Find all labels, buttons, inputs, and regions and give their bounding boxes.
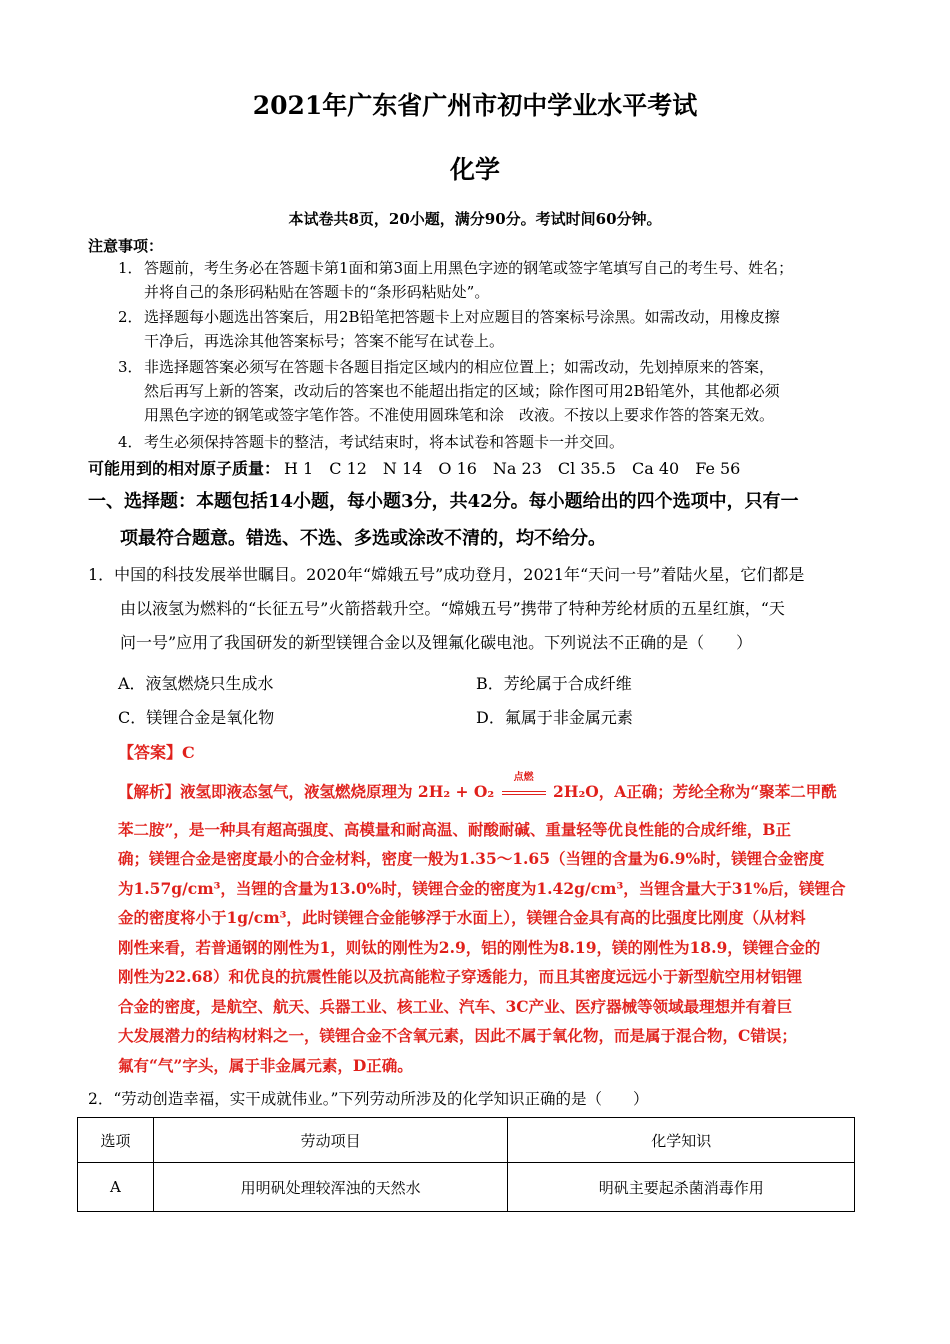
option-d: D．氟属于非金属元素 <box>476 708 633 727</box>
note-item-4 <box>118 430 868 454</box>
question-2-stem: 2．“劳动创造幸福，实干成就伟业。”下列劳动所涉及的化学知识正确的是（ ） <box>88 1090 649 1108</box>
analysis-line: 刚性来看，若普通钢的刚性为1，则钛的刚性为2.9，铝的刚性为8.19，镁的刚性为18.9，镁锂合金的 <box>118 937 821 957</box>
option-a: A．液氢燃烧只生成水 <box>118 674 274 693</box>
analysis-line: 合金的密度，是航空、航天、兵器工业、核工业、汽车、3C产业、医疗器械等领域最理想并有着巨 <box>118 996 793 1016</box>
option-b: B．芳纶属于合成纤维 <box>476 674 632 693</box>
atomic-masses-label: 可能用到的相对原子质量： <box>88 459 281 478</box>
question-line: 由以液氢为燃料的“长征五号”火箭搭载升空。“嫦娥五号”携带了特种芳纶材质的五星红旗，“天 <box>120 599 785 618</box>
table-cell: 明矾主要起杀菌消毒作用 <box>508 1163 855 1212</box>
note-item-3 <box>118 355 868 427</box>
reaction-arrow <box>500 772 548 807</box>
exam-info: 本试卷共8页，20小题，满分90分。考试时间60分钟。 <box>288 210 662 228</box>
analysis-line: 氟有“气”字头，属于非金属元素，D正确。 <box>118 1055 413 1075</box>
equation-product: 2H₂O <box>553 782 599 801</box>
options-table <box>77 1117 855 1212</box>
note-line: 选择题每小题选出答案后，用2B铅笔把答题卡上对应题目的答案标号涂黑。如需改动，用橡皮擦 <box>144 308 780 326</box>
note-line: 用黑色字迹的钢笔或签字笔作答。不准使用圆珠笔和涂 改液。不按以上要求作答的答案无效。 <box>144 406 775 424</box>
note-item-2 <box>118 305 868 353</box>
answer-label: 【答案】C <box>118 743 195 762</box>
note-line: 答题前，考生务必在答题卡第1面和第3面上用黑色字迹的钢笔或签字笔填写自己的考生号、姓名； <box>144 259 794 277</box>
question-line: 1．中国的科技发展举世瞩目。2020年“嫦娥五号”成功登月，2021年“天问一号”着陆火星，它们都是 <box>88 565 805 584</box>
notes-heading: 注意事项： <box>88 237 164 255</box>
table-header-cell: 劳动项目 <box>153 1118 508 1163</box>
note-line: 干净后，再选涂其他答案标号；答案不能写在试卷上。 <box>144 332 505 350</box>
analysis-tail: ，A正确；芳纶全称为“聚苯二甲酰 <box>598 782 837 801</box>
table-row <box>78 1163 855 1212</box>
question-1-stem <box>88 558 868 660</box>
note-number: 3． <box>118 358 143 376</box>
analysis-line: 为1.57g/cm³，当锂的含量为13.0%时，镁锂合金的密度为1.42g/cm³，当锂含量大于31%后，镁锂合 <box>118 878 846 898</box>
analysis-block <box>118 772 863 1080</box>
equation-reactants: 2H₂ + O₂ <box>417 782 495 801</box>
subject-title: 化学 <box>449 155 500 184</box>
analysis-line: 刚性为22.68）和优良的抗震性能以及抗高能粒子穿透能力，而且其密度远远小于新型航空用材铝锂 <box>118 967 803 986</box>
option-c: C．镁锂合金是氧化物 <box>118 708 275 727</box>
section-line: 一、选择题：本题包括14小题，每小题3分，共42分。每小题给出的四个选项中，只有一 <box>88 491 799 512</box>
note-line: 并将自己的条形码粘贴在答题卡的“条形码粘贴处”。 <box>144 283 490 301</box>
analysis-first-line <box>118 772 863 807</box>
table-header-cell: 选项 <box>78 1118 154 1163</box>
note-line: 考生必须保持答题卡的整洁，考试结束时，将本试卷和答题卡一并交回。 <box>144 433 625 451</box>
note-number: 4． <box>118 433 143 451</box>
table-cell: 用明矾处理较浑浊的天然水 <box>153 1163 508 1212</box>
atomic-masses-values: H 1 C 12 N 14 O 16 Na 23 Cl 35.5 Ca 40 Fe 56 <box>284 459 741 478</box>
section-line: 项最符合题意。错选、不选、多选或涂改不清的，均不给分。 <box>120 528 606 549</box>
exam-title: 2021年广东省广州市初中学业水平考试 <box>252 91 698 120</box>
analysis-lead: 【解析】液氢即液态氢气，液氢燃烧原理为 <box>118 782 413 801</box>
note-item-1 <box>118 256 868 304</box>
question-line: 问一号”应用了我国研发的新型镁锂合金以及锂氟化碳电池。下列说法不正确的是（ ） <box>120 633 753 652</box>
note-line: 非选择题答案必须写在答题卡各题目指定区域内的相应位置上；如需改动，先划掉原来的答案， <box>144 358 775 376</box>
note-number: 1． <box>118 259 143 277</box>
table-header-row <box>78 1118 855 1163</box>
table-cell: A <box>78 1163 154 1212</box>
note-line: 然后再写上新的答案，改动后的答案也不能超出指定的区域；除作图可用2B铅笔外，其他都必须 <box>144 382 780 400</box>
table-header-cell: 化学知识 <box>508 1118 855 1163</box>
section-heading <box>88 483 868 557</box>
analysis-line: 金的密度将小于1g/cm³，此时镁锂合金能够浮于水面上），镁锂合金具有高的比强度比刚度（从材料 <box>118 908 806 927</box>
reaction-condition: 点燃 <box>513 772 534 783</box>
analysis-line: 苯二胺”，是一种具有超高强度、高模量和耐高温、耐酸耐碱、重量轻等优良性能的合成纤维，B正 <box>118 819 792 839</box>
analysis-line: 确；镁锂合金是密度最小的合金材料，密度一般为1.35～1.65（当锂的含量为6.9%时，镁锂合金密度 <box>118 849 825 868</box>
atomic-masses <box>88 456 740 479</box>
note-number: 2． <box>118 308 143 326</box>
analysis-line: 大发展潜力的结构材料之一，镁锂合金不含氧元素，因此不属于氧化物，而是属于混合物，C错误； <box>118 1026 797 1045</box>
